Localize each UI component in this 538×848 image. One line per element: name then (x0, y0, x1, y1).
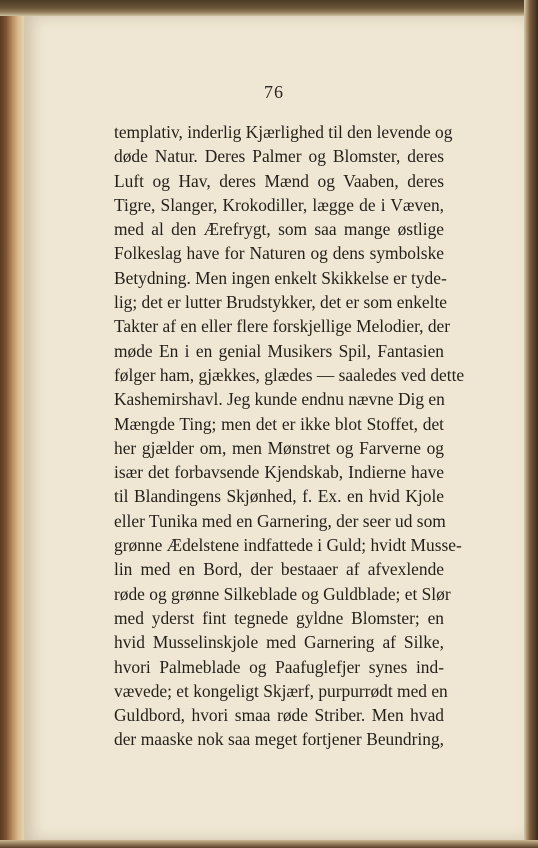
text-line: hvori Palmeblade og Paafuglefjer synes ind- (114, 656, 444, 677)
text-line: Folkeslag have for Naturen og dens symbolske (114, 243, 444, 264)
text-line: røde og grønne Silkeblade og Guldblade; et Slør (114, 583, 451, 604)
text-line: eller Tunika med en Garnering, der seer ud som (114, 510, 446, 531)
text-line: med al den Ærefrygt, som saa mange østlige (114, 219, 444, 240)
text-line: møde En i en genial Musikers Spil, Fantasien (114, 340, 444, 361)
book-bottom-edge (0, 840, 538, 848)
text-line: følger ham, gjækkes, glædes — saaledes ved dette (114, 364, 465, 385)
text-line: hvid Musselinskjole med Garnering af Silke, (114, 632, 444, 653)
text-line: templativ, inderlig Kjærlighed til den levende og (114, 122, 453, 142)
text-line: til Blandingens Skjønhed, f. Ex. en hvid Kjole (114, 486, 444, 507)
page-number: 76 (264, 82, 284, 102)
text-line: med yderst fint tegnede gyldne Blomster; en (114, 607, 444, 628)
text-line: lin med en Bord, der bestaaer af afvexlende (114, 559, 444, 580)
text-line: der maaske nok saa meget fortjener Beundring, (114, 729, 444, 750)
text-line: Luft og Hav, deres Mænd og Vaaben, deres (114, 170, 444, 191)
book-page (24, 16, 524, 840)
text-line: vævede; et kongeligt Skjærf, purpurrødt med en (114, 680, 448, 701)
text-line: grønne Ædelstene indfattede i Guld; hvidt Musse- (114, 535, 462, 556)
body-text (114, 120, 465, 752)
text-line: her gjælder om, men Mønstret og Farverne og (114, 437, 444, 458)
text-line: Takter af en eller flere forskjellige Melodier, der (114, 316, 451, 337)
text-line: døde Natur. Deres Palmer og Blomster, deres (114, 146, 444, 167)
text-line: især det forbavsende Kjendskab, Indierne have (114, 462, 444, 483)
book-right-edge (524, 0, 538, 848)
text-line: Tigre, Slanger, Krokodiller, lægge de i Væven, (114, 194, 444, 215)
text-line: lig; det er lutter Brudstykker, det er som enkelte (114, 292, 448, 313)
text-line: Kashemirshavl. Jeg kunde endnu nævne Dig en (114, 389, 445, 410)
text-line: Guldbord, hvori smaa røde Striber. Men hvad (114, 705, 444, 726)
text-line: Mængde Ting; men det er ikke blot Stoffet, det (114, 413, 444, 434)
book-top-edge (0, 0, 538, 16)
text-line: Betydning. Men ingen enkelt Skikkelse er tyde- (114, 267, 447, 288)
